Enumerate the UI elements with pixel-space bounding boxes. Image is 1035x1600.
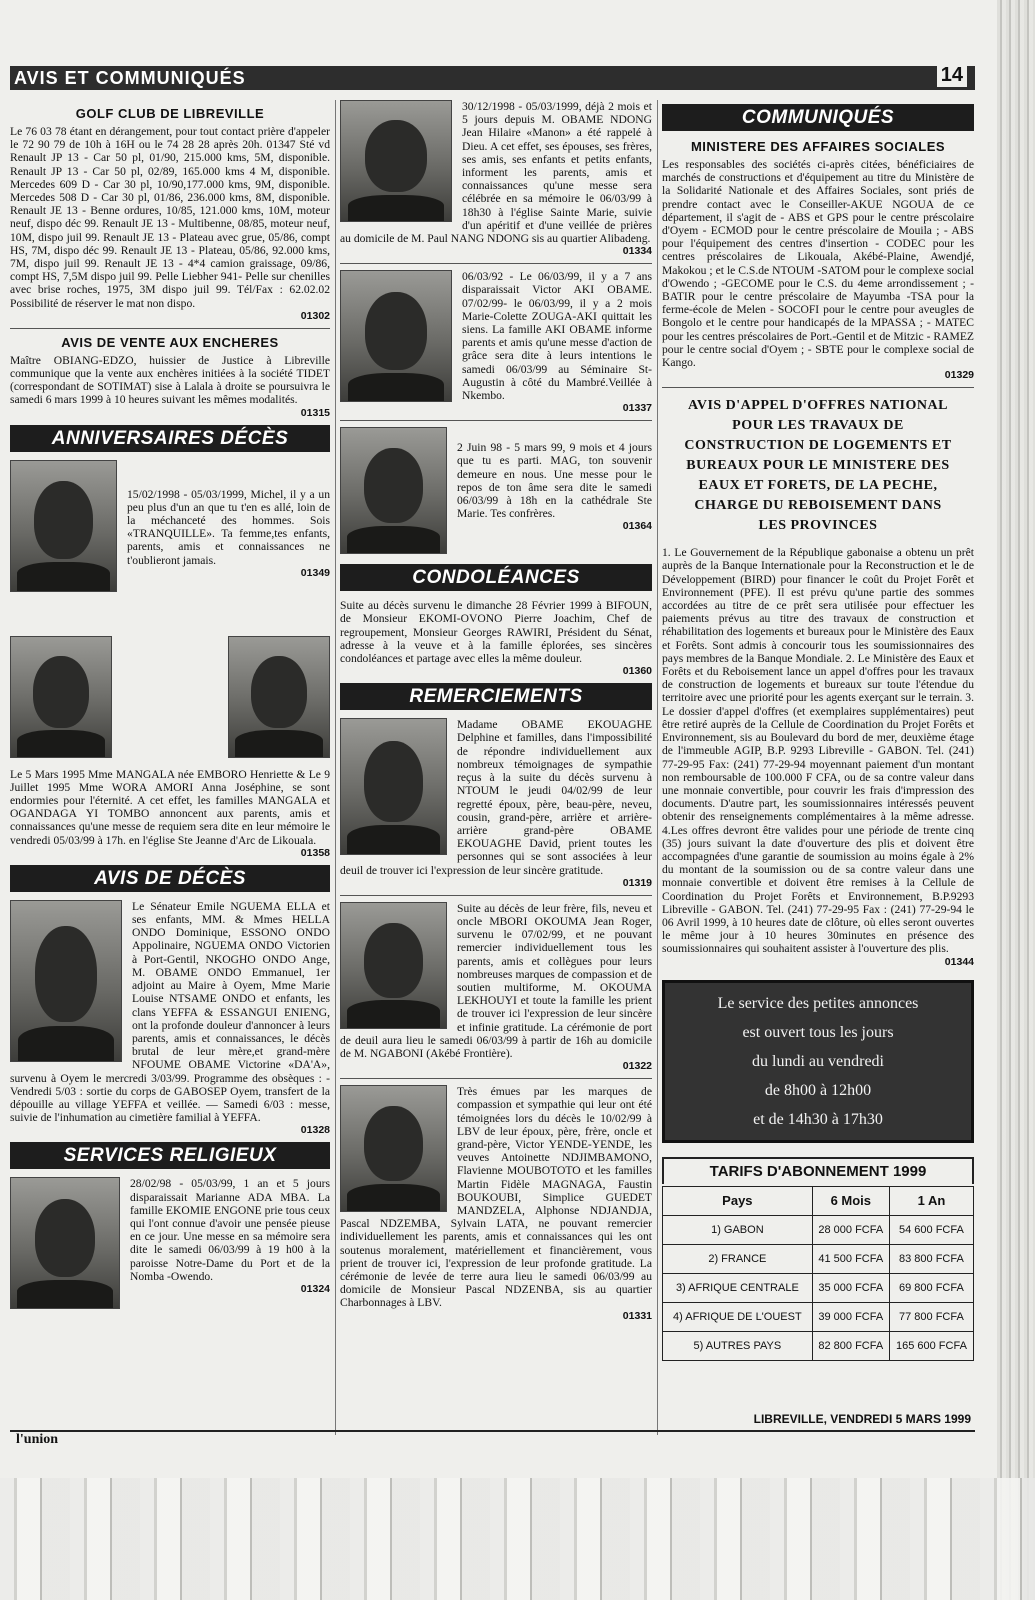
cell-1-an: 83 800 FCFA xyxy=(889,1244,973,1273)
divider xyxy=(340,1078,652,1079)
cell-6-mois: 82 800 FCFA xyxy=(812,1331,889,1360)
portrait-photo xyxy=(340,718,447,855)
remerciements-banner: REMERCIEMENTS xyxy=(340,683,652,710)
issue-date: LIBREVILLE, VENDREDI 5 MARS 1999 xyxy=(753,1412,971,1426)
cell-1-an: 77 800 FCFA xyxy=(889,1302,973,1331)
communiques-banner: COMMUNIQUÉS xyxy=(662,104,974,131)
cell-1-an: 69 800 FCFA xyxy=(889,1273,973,1302)
col2-item1-ref: 01334 xyxy=(622,245,652,258)
col2-item3-ref: 01364 xyxy=(622,520,652,533)
services-banner: SERVICES RELIGIEUX xyxy=(10,1142,330,1169)
cell-pays: 3) AFRIQUE CENTRALE xyxy=(663,1273,813,1302)
tarifs-title: TARIFS D'ABONNEMENT 1999 xyxy=(662,1157,974,1184)
condoleances-ref: 01360 xyxy=(622,665,652,678)
cell-6-mois: 28 000 FCFA xyxy=(812,1215,889,1244)
newspaper-logo: l'union xyxy=(16,1432,59,1447)
service-line: et de 14h30 à 17h30 xyxy=(753,1110,883,1128)
col2-item2-ref: 01337 xyxy=(622,402,652,415)
anniversaire-ref-2: 01358 xyxy=(300,846,330,859)
cell-6-mois: 41 500 FCFA xyxy=(812,1244,889,1273)
condoleances-text: Suite au décès survenu le dimanche 28 Février 1999 à BIFOUN, de Monsieur EKOMI-OVONO Pierre Joachim, Chef de regroupement, Monsieur Georges RAWIRI, Président du Sénat, adresse à la veuve et à la famille éplorées, ses sincères condoléances et partage avec elles la même douleur. xyxy=(340,599,652,666)
cell-1-an: 54 600 FCFA xyxy=(889,1215,973,1244)
golf-ref: 01302 xyxy=(300,309,330,322)
divider xyxy=(10,328,330,329)
deces-banner: AVIS DE DÉCÈS xyxy=(10,865,330,892)
portrait-photo xyxy=(10,460,117,592)
appel-ref: 01344 xyxy=(944,955,974,968)
service-hours-box xyxy=(662,980,974,1143)
page-footer xyxy=(10,1412,975,1447)
portrait-photo xyxy=(340,427,447,554)
rem3-ref: 01331 xyxy=(622,1309,652,1322)
column-right xyxy=(662,100,974,1361)
section-title: AVIS ET COMMUNIQUÉS xyxy=(14,68,246,88)
golf-text: Le 76 03 78 étant en dérangement, pour tout contact prière d'appeler le 72 90 79 de 10h à 16H ou le 74 28 28 après 20h. 01347 Sté vd Renault JP 13 - Car 50 pl, 01/90, 215.000 kms, 5M, disponible. Renault JP 13 - Car 50 pl, 02/89, 165.000 kms 4 M, disponible. Mercedes 609 D - Car 30 pl, 10/90,177.000 kms, 9M, disponible. Mercedes 508 D - Car 30 pl, 01/86, 236.000 kms, 8M, disponible. Renault JE 13 - Benne ordures, 10/85, 121.000 kms, 10M, moteur neuf, dispo déc 99. Renault JE 13 - Multibenne, 08/85, moteur neuf, 10M, dispo juil 99. Renault JE 13 - Plateau avec grue, 05/86, compt HS, 7M, dispo déc 99. Renault JE 13 - Plateau, 05/86, 92.000 kms, 7M, dispo juil 99. Renault JE 13 - 4*4 camion graissage, 09/86, compt HS, 7,5M dispo juil 99. Pelle Liebher 941- Pelle sur chenilles avec brise roches, 1975, 3M dispo juil 99. Tél/Fax : 62.02.02 Possibilité de réserver le mat non dispo. xyxy=(10,125,330,310)
table-row xyxy=(663,1244,974,1273)
anniversaire-ref-1: 01349 xyxy=(300,566,330,579)
cell-pays: 5) AUTRES PAYS xyxy=(663,1331,813,1360)
table-row xyxy=(663,1331,974,1360)
cell-pays: 4) AFRIQUE DE L'OUEST xyxy=(663,1302,813,1331)
anniversaire-text-1: 15/02/1998 - 05/03/1999, Michel, il y a un peu plus d'un an que tu t'en es allé, loin de la méchanceté des hommes. Sois «TRANQUILLE». Ta femme,tes enfants, parents, amis et connaissances ne t'oublieront jamais. xyxy=(127,487,330,567)
golf-heading: GOLF CLUB DE LIBREVILLE xyxy=(75,106,265,121)
service-line: de 8h00 à 12h00 xyxy=(764,1081,872,1099)
tarifs-table xyxy=(662,1186,974,1361)
condoleances-banner: CONDOLÉANCES xyxy=(340,564,652,591)
table-row xyxy=(663,1302,974,1331)
rem1-ref: 01319 xyxy=(622,876,652,889)
rem2-text: Suite au décès de leur frère, fils, neveu et oncle MBORI OKOUMA Jean Roger, survenu le 07/02/99, et ne pouvant remercier individuellement tous les parents, amis et collègues pour leurs nombreuses marques de compassion et de soutien multiforme, M. OKOUMA LEKHOUYI et toute la famille les prient de trouver ici l'expression de leur sincère et infinie gratitude. La cérémonie de port de deuil aura lieu le samedi 06/03/99 à partir de 16h au domicile de M. NGABONI (Akébé Frontière). xyxy=(340,901,652,1060)
deces-ref: 01328 xyxy=(300,1124,330,1137)
divider xyxy=(662,387,974,388)
scan-edge xyxy=(997,0,1035,1600)
column-left xyxy=(10,100,330,1313)
encheres-heading: AVIS DE VENTE AUX ENCHERES xyxy=(61,334,279,350)
portrait-photo xyxy=(10,636,112,758)
header-6-mois: 6 Mois xyxy=(812,1186,889,1215)
divider xyxy=(340,420,652,421)
column-rule xyxy=(657,100,658,1435)
column-middle xyxy=(340,100,652,1322)
services-ref: 01324 xyxy=(300,1282,330,1295)
rem3-text: Très émues par les marques de compassion et sympathie qui leur ont été témoignées lors du décès le 10/02/99 à LBV de leur époux, père, frère, oncle et grand-père, Victor YENDE-YENDE, les veuves Antoinette NDJIMBAMONO, Flavienne MOUBOTOTO et les familles Martin Fidèle MAGNAGA, Faustin BOUKOUBI, Simplice GUEDET MANDZELA, Alphonse NDJANDJA, Pascal NDZEMBA, Sylvain LATA, ne pouvant remercier individuellement les parents, amis et connaissances qui les ont soutenus moralement, matériellement et financièrement, vous prient de trouver ici, l'expression de leur profonde gratitude. La cérémonie de levée de terre aura lieu le samedi 06/03/99 au domicile de Monsieur Pascal NDZENBA, sis au quartier Charbonnages à LBV. xyxy=(340,1085,652,1310)
cell-1-an: 165 600 FCFA xyxy=(889,1331,973,1360)
ministere-heading: MINISTERE DES AFFAIRES SOCIALES xyxy=(690,139,946,154)
portrait-photo xyxy=(10,1177,120,1309)
portrait-photo xyxy=(228,636,330,758)
page-number: 14 xyxy=(937,64,967,87)
service-line: est ouvert tous les jours xyxy=(742,1023,894,1041)
col2-item1-text: 30/12/1998 - 05/03/1999, déjà 2 mois et 5 jours depuis M. OBAME NDONG Jean Hilaire «Manon» a été rappelé à Dieu. A cet effet, ses épouses, ses frères, ses amis, ses enfants et petits enfants, informent les parents, amis et connaissances qu'une messe sera célébrée en sa mémoire le 06/03/99 à 18h30 à l'église Sainte Marie, suivie d'un apéritif et d'une veillée de prières au domicile de M. Paul NANG NDONG sis au quartier Alibadeng. xyxy=(340,100,652,246)
cell-pays: 2) FRANCE xyxy=(663,1244,813,1273)
rem2-ref: 01322 xyxy=(622,1060,652,1073)
anniversaires-banner: ANNIVERSAIRES DÉCÈS xyxy=(10,425,330,452)
appel-text: 1. Le Gouvernement de la République gabonaise a obtenu un prêt auprès de la Banque Internationale pour la Reconstruction et le de Développement (BIRD) pour financer le coût du Projet Forêt et Environnement (PFE). Il est prévu qu'une partie des sommes accordées au titre de ce prêt sera utilisée pour effectuer les paiements prévus au titre des travaux de construction et réhabilitation des logements et bureaux pour le Ministère des Eaux et Forêts. Sont admis à concourir tous les soumissionnaires des pays membres de la Banque Mondiale. 2. Le Ministère des Eaux et Forêts et du Reboisement lance un appel d'offres pour les travaux de construction de logements et bureaux sur toute l'étendue du territoire avec une priorité pour les agents exerçant sur le terrain. 3. Le dossier d'appel d'offres (et exemplaires supplémentaires) peut être retiré auprès de la Cellule de Coordination du Projet Forêts et Environnement, sis au Boulevard du bord de mer, deuxième étage de l'immeuble AGIP, B.P. 9293 Libreville - GABON. Tel. (241) 77-29-95 Fax: (241) 77-29-94 moyennant paiement d'un montant non remboursable de 100.000 F CFA, ou de sa contre valeur dans une monnaie convertible, pour couvrir les frais d'impression des documents. D'autre part, les soumissionnaires intéressés peuvent obtenir des renseignements complémentaires à la même adresse. 4.Les offres devront être valides pour une période de trente cinq (35) jours suivant la date d'ouverture des plis et doivent être accompagnées d'une garantie de soumission au moins égale à 2% du montant de la soumission ou de sa contre valeur dans une monnaie convertible et doivent être remises à la Cellule de Coordination du Projet Forêts et Environnement, B.P.9293 Libreville - GABON. Tel. (241) 77-29-95 Fax : (241) 77-29-94 le 06 Avril 1999, à 10 heures date de clôture, où elles seront ouvertes le même jour à 10 heures 30minutes en présence des soumissionnaires qui souhaitent assister à l'ouverture des plis. xyxy=(662,546,974,956)
encheres-text: Maître OBIANG-EDZO, huissier de Justice à Libreville communique que la vente aux enchères initiées à la société TIDET (correspondant de SOTIMAT) sise à Lalala à droite se poursuivra le samedi 6 mars 1999 à 10 heures suivant les mêmes modalités. xyxy=(10,353,330,407)
portrait-photo xyxy=(340,902,447,1029)
service-line: du lundi au vendredi xyxy=(752,1052,884,1070)
divider xyxy=(340,895,652,896)
header-pays: Pays xyxy=(663,1186,813,1215)
service-line: Le service des petites annonces xyxy=(717,994,919,1012)
portrait-photo xyxy=(340,1085,447,1212)
cell-pays: 1) GABON xyxy=(663,1215,813,1244)
cell-6-mois: 39 000 FCFA xyxy=(812,1302,889,1331)
rem1-text: Madame OBAME EKOUAGHE Delphine et familles, dans l'impossibilité de répondre individuellement aux nombreux témoignages de sympathie reçus à la suite du décès survenu à NTOUM le jeudi 04/02/99 de leur regretté époux, père, beau-père, neveu, cousin, grand-père, arrière et arrière-arrière grand-père OBAME EKOUAGHE David, prient toutes les personnes qui se sont associées à leur deuil de trouver ici l'expression de leur sincère gratitude. xyxy=(340,718,652,877)
divider xyxy=(340,263,652,264)
header-1-an: 1 An xyxy=(889,1186,973,1215)
encheres-ref: 01315 xyxy=(300,406,330,419)
services-text: 28/02/98 - 05/03/99, 1 an et 5 jours disparaissait Marianne ADA MBA. La famille EKOMIE ENGONE prie tous ceux qui l'ont connue d'avoir une pensée pieuse en ce jour. Une messe en sa mémoire sera dite le samedi 06/03/99 à 19 h00 à la paroisse Notre-Dame du Port et de la Nomba -Owendo. xyxy=(130,1177,330,1283)
table-header-row xyxy=(663,1186,974,1215)
appel-heading: AVIS D'APPEL D'OFFRES NATIONAL POUR LES TRAVAUX DE CONSTRUCTION DE LOGEMENTS ET BUREAUX POUR LE MINISTERE DES EAUX ET FORETS, DE LA PECHE, CHARGE DU REBOISEMENT DANS LES PROVINCES xyxy=(684,398,952,534)
table-row xyxy=(663,1215,974,1244)
deces-text: Le Sénateur Emile NGUEMA ELLA et ses enfants, MM. & Mmes HELLA ONDO Dominique, ESSONO ONDO Appolinaire, NGUEMA ONDO Victorien à Port-Gentil, NKOGHO ONDO Ange, M. OBAME ONDO Emmanuel, 1er adjoint au Maire à Oyem, Mme Marie Louise NTSAME ONDO et enfants, les clans YEFFA & ESSANGUI ENIENG, ont la profonde douleur d'annoncer à leurs parents, amis et connaissances, le décès brutal de leur mère,et grand-mère NFOUME OBAME Victorine «DA'A», survenu à Oyem le mercredi 3/03/99. Programme des obsèques : - Vendredi 5/03 : sortie du corps de GABOSEP Oyem, transfert de la dépouille au village YEFFA et veillée. — Samedi 6/03 : messe, suivie de l'inhumation au cimetière familial à YEFFA. xyxy=(10,899,330,1125)
section-masthead xyxy=(10,66,975,90)
ministere-ref: 01329 xyxy=(944,369,974,382)
scan-bottom-noise xyxy=(0,1478,1035,1600)
col2-item2-text: 06/03/92 - Le 06/03/99, il y a 7 ans disparaissait Victor AKI OBAME. 07/02/99- le 06/03/99, il y a 2 mois Marie-Colette ZOUGA-AKI quittait les siens. La famille AKI OBAME informe parents et amis qu'une messe d'action de grâce sera dite à leurs intentions le samedi 06/03/99 au Séminaire St-Augustin à côté du Mambré.Veillée à Nkembo. xyxy=(462,270,652,403)
table-row xyxy=(663,1273,974,1302)
cell-6-mois: 35 000 FCFA xyxy=(812,1273,889,1302)
anniversaire-text-2: Le 5 Mars 1995 Mme MANGALA née EMBORO Henriette & Le 9 Juillet 1995 Mme WORA AMORI Anna Joséphine, se sont endormies pour l'éternité. A cet effet, les familles MANGALA et OGANDAGA YI TOMBO annoncent aux parents, amis et connaissances qu'une messe de requiem sera dite en leur mémoire le vendredi 05/03/99 à 17h. en l'église Ste Jeanne d'Arc de Likouala. xyxy=(10,767,330,847)
col2-item3-text: 2 Juin 98 - 5 mars 99, 9 mois et 4 jours que tu es parti. MAG, ton souvenir demeure en nous. Une messe pour le repos de ton âme sera dite le samedi 06/03/99 à 18h en la cathédrale Ste Marie. Tes confrères. xyxy=(457,441,652,521)
portrait-photo xyxy=(340,270,452,402)
portrait-photo xyxy=(10,900,122,1062)
column-rule xyxy=(335,100,336,1435)
portrait-photo xyxy=(340,100,452,222)
ministere-text: Les responsables des sociétés ci-après citées, bénéficiaires de marchés de constructions et d'équipement au titre du Ministère de la Solidarité Nationale et des Affaires Sociales, sont priés de prendre contact avec le Conseiller-AKUE NGOUA de ce département, il s'agit de - ABS et GPS pour le centre préscolaire d'Oyem - ECMOD pour le centre préscolaire de Mouila ; - ABS pour l'équipement des centres d'insertion - CODEC pour les centres préscolaires de Likouala, Akébé-Plaine, Awendjé, Makokou ; et le C.S.de NTOUM -SATOM pour le complexe social d'Owendo ; -GECOME pour le C.S. du 4eme arrondissement ; -BATIR pour le centre préscolaire de Mayumba -TSA pour la ferme-école de Melen - SOCOFI pour le centre pour aveugles de Bongolo et le centre pour handicapés de la MPASSA ; - MATEC pour les centres préscolaires de Port.-Gentil et de Mitzic - RAMEZ pour le centre social d'Oyem ; - SBTE pour le complexe social de Kango. xyxy=(662,158,974,370)
